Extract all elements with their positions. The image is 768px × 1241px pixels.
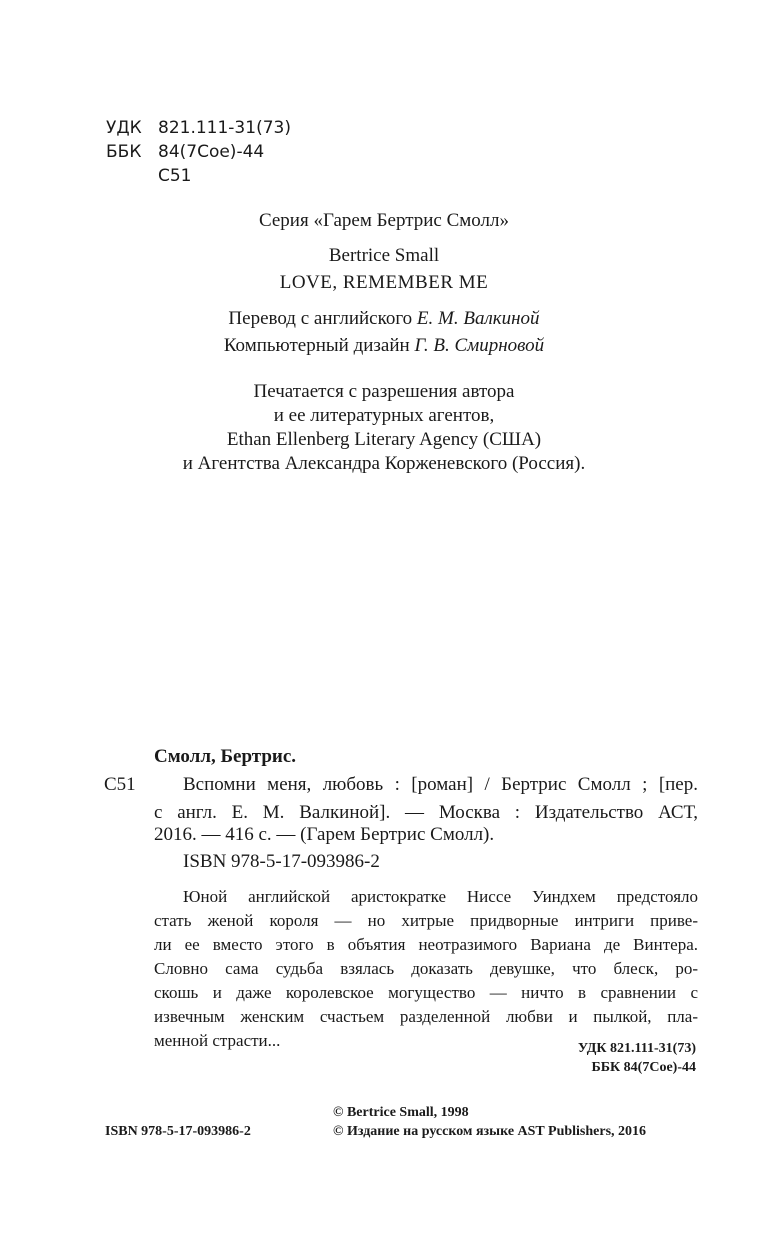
udk-line bbox=[106, 116, 291, 140]
design-prefix: Компьютерный дизайн bbox=[223, 335, 410, 356]
catalog-isbn: ISBN 978-5-17-093986-2 bbox=[183, 851, 380, 872]
annotation-line: скошь и даже королевское могущество — ничто в сравнении с bbox=[154, 983, 698, 1002]
copyright-publisher: © Издание на русском языке AST Publishers, 2016 bbox=[333, 1124, 647, 1139]
catalog-sign: С51 bbox=[104, 774, 136, 795]
bottom-bbk: ББК 84(7Сое)-44 bbox=[591, 1060, 696, 1075]
original-title: LOVE, REMEMBER ME bbox=[279, 272, 489, 293]
translator-name: Е. М. Валкиной bbox=[416, 308, 540, 329]
catalog-line-3: 2016. — 416 с. — (Гарем Бертрис Смолл). bbox=[154, 824, 495, 845]
annotation-line: ли ее вместо этого в объятия неотразимого Вариана де Винтера. bbox=[154, 935, 698, 954]
catalog-line-2: с англ. Е. М. Валкиной]. — Москва : Издательство АСТ, bbox=[154, 802, 698, 823]
translation-credit bbox=[0, 307, 768, 331]
translation-prefix: Перевод с английского bbox=[228, 308, 413, 329]
udk-label: УДК bbox=[106, 118, 142, 138]
bbk-line bbox=[106, 140, 264, 164]
bbk-label: ББК bbox=[106, 142, 142, 162]
designer-name: Г. В. Смирновой bbox=[414, 335, 545, 356]
annotation-line: Юной английской аристократке Ниссе Уиндхем предстояло bbox=[183, 887, 698, 906]
footer-isbn: ISBN 978-5-17-093986-2 bbox=[105, 1124, 251, 1139]
annotation-line: Словно сама судьба взялась доказать девушке, что блеск, ро- bbox=[154, 959, 698, 978]
udk-value: 821.111-31(73) bbox=[158, 118, 291, 138]
series-title: Серия «Гарем Бертрис Смолл» bbox=[258, 210, 510, 231]
permission-line-3: Ethan Ellenberg Literary Agency (США) bbox=[226, 429, 542, 450]
copyright-author: © Bertrice Small, 1998 bbox=[333, 1105, 469, 1120]
permission-line-2: и ее литературных агентов, bbox=[273, 405, 495, 426]
permission-line-4: и Агентства Александра Корженевского (Россия). bbox=[182, 453, 586, 474]
annotation bbox=[154, 885, 698, 1053]
permission-line-1: Печатается с разрешения автора bbox=[253, 381, 515, 402]
annotation-line: менной страсти... bbox=[154, 1031, 281, 1050]
author-sign: С51 bbox=[158, 166, 192, 186]
catalog-line-1: Вспомни меня, любовь : [роман] / Бертрис Смолл ; [пер. bbox=[183, 774, 698, 795]
catalog-heading: Смолл, Бертрис. bbox=[154, 746, 297, 767]
bbk-value: 84(7Сое)-44 bbox=[158, 142, 265, 162]
design-credit bbox=[0, 334, 768, 358]
annotation-line: стать женой короля — но хитрые придворные интриги приве- bbox=[154, 911, 698, 930]
bottom-udk: УДК 821.111-31(73) bbox=[577, 1041, 696, 1056]
original-author: Bertrice Small bbox=[328, 245, 440, 266]
annotation-line: извечным женским счастьем разделенной любви и пылкой, пла- bbox=[154, 1007, 698, 1026]
